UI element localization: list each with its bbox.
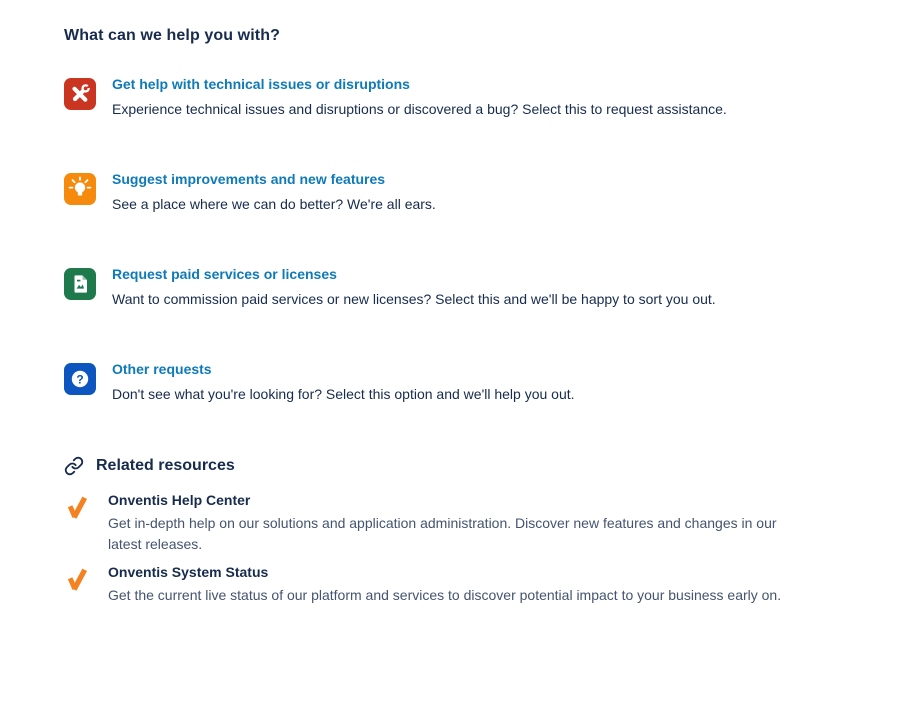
- request-type-row[interactable]: [64, 361, 860, 401]
- resource-title[interactable]: Onventis System Status: [108, 564, 269, 580]
- lightbulb-icon: [64, 173, 96, 205]
- onventis-logo-icon: [64, 492, 108, 555]
- request-type-description: Experience technical issues and disruptions or discovered a bug? Select this to request assistance.: [112, 101, 727, 117]
- resource-title[interactable]: Onventis Help Center: [108, 492, 251, 508]
- request-type-text: [112, 266, 716, 306]
- onventis-logo-icon: [64, 564, 108, 606]
- request-type-row[interactable]: [64, 171, 860, 211]
- request-type-row[interactable]: [64, 266, 860, 306]
- resource-item[interactable]: [64, 492, 860, 555]
- request-type-description: See a place where we can do better? We're all ears.: [112, 196, 436, 212]
- svg-text:?: ?: [76, 372, 84, 387]
- request-type-row[interactable]: [64, 76, 860, 116]
- request-type-link[interactable]: Other requests: [112, 361, 212, 377]
- request-type-link[interactable]: Request paid services or licenses: [112, 266, 337, 282]
- resource-text: [108, 492, 796, 555]
- tools-icon: [64, 78, 96, 110]
- resource-list: [64, 492, 860, 606]
- page-title: What can we help you with?: [64, 27, 280, 44]
- resource-description: Get in-depth help on our solutions and application administration. Discover new features and changes in our latest releases.: [108, 515, 777, 552]
- request-type-description: Want to commission paid services or new licenses? Select this and we'll be happy to sort you out.: [112, 291, 716, 307]
- related-resources-header: [64, 456, 860, 476]
- resource-text: [108, 564, 781, 606]
- resource-item[interactable]: [64, 564, 860, 606]
- request-type-text: [112, 361, 575, 401]
- link-icon: [64, 456, 84, 476]
- request-type-text: [112, 171, 436, 211]
- request-type-link[interactable]: Suggest improvements and new features: [112, 171, 386, 187]
- related-resources-title: Related resources: [96, 457, 235, 474]
- document-icon: [64, 268, 96, 300]
- resource-description: Get the current live status of our platform and services to discover potential impact to your business early on.: [108, 587, 782, 603]
- request-type-description: Don't see what you're looking for? Select this option and we'll help you out.: [112, 386, 575, 402]
- request-type-text: [112, 76, 727, 116]
- request-type-list: [64, 76, 860, 401]
- question-icon: [64, 363, 96, 395]
- request-type-link[interactable]: Get help with technical issues or disruptions: [112, 76, 410, 92]
